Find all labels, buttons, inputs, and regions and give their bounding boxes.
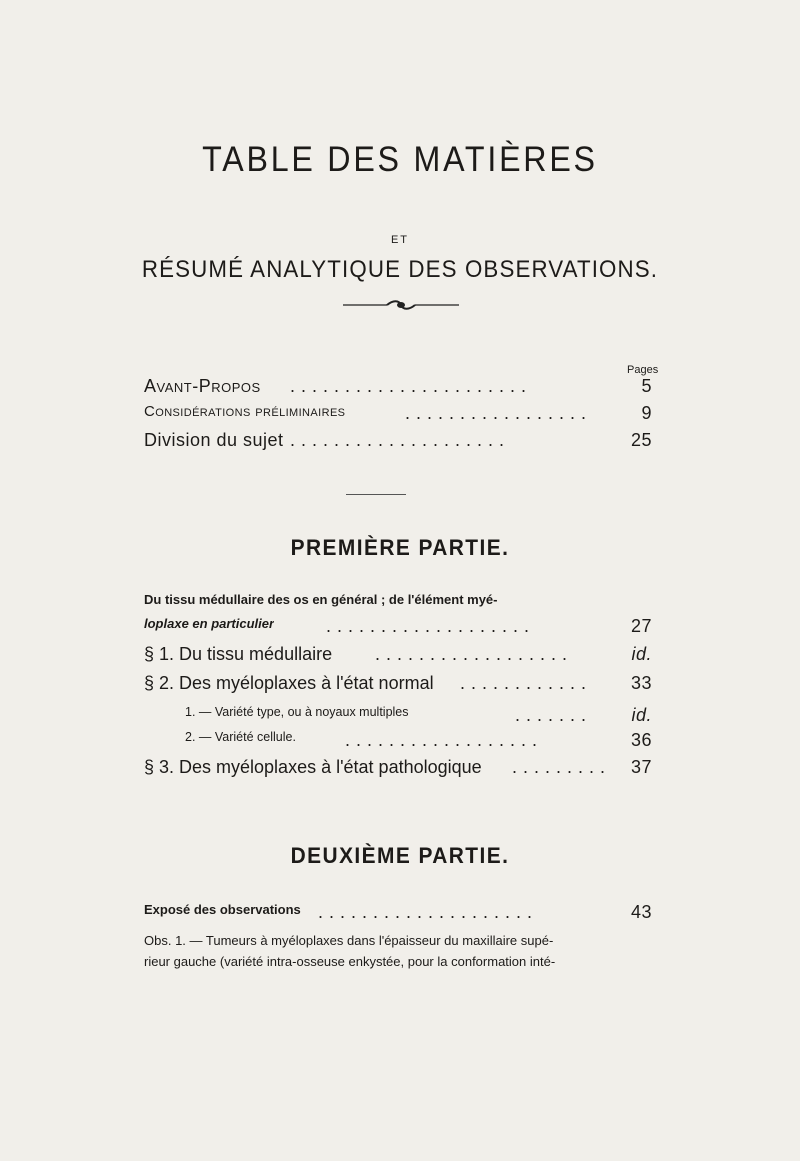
toc-entry-avant-propos bbox=[0, 376, 800, 402]
leader-dots: . . . . . . . . . . . . . . . . . . . . bbox=[318, 902, 533, 922]
toc-entry-division bbox=[0, 430, 800, 456]
document-title: TABLE DES MATIÈRES bbox=[202, 140, 598, 179]
leader-dots: . . . . . . . . . . . . . . . . . . . . bbox=[290, 430, 505, 450]
separator-rule bbox=[346, 494, 406, 495]
toc-entry-page: 36 bbox=[630, 730, 652, 750]
leader-dots: . . . . . . . . . . . . . . . . . . . . . . bbox=[290, 376, 527, 396]
observation-line-2: rieur gauche (variété intra-osseuse enkystée, pour la conformation inté- bbox=[144, 954, 556, 969]
toc-entry-page: id. bbox=[631, 705, 652, 725]
toc-entry-label: § 1. Du tissu médullaire bbox=[144, 644, 333, 664]
part-one-title: PREMIÈRE PARTIE. bbox=[290, 535, 510, 560]
toc-entry-page: 9 bbox=[641, 403, 652, 423]
part-one-heading-line1: Du tissu médullaire des os en général ; de l'élément myé- bbox=[144, 592, 498, 607]
leader-dots: . . . . . . . . . . . . . . . . . . bbox=[345, 730, 538, 750]
leader-dots: . . . . . . . bbox=[515, 705, 587, 725]
toc-entry-variety-1 bbox=[0, 705, 800, 731]
pages-column-header: Pages bbox=[627, 364, 659, 376]
toc-entry-label: 1. — Variété type, ou à noyaux multiples bbox=[185, 705, 409, 719]
toc-entry-part-two-heading bbox=[0, 902, 800, 928]
toc-entry-page: 37 bbox=[630, 757, 652, 777]
leader-dots: . . . . . . . . . bbox=[512, 757, 606, 777]
toc-entry-page: 43 bbox=[630, 902, 652, 922]
document-subtitle: RÉSUMÉ ANALYTIQUE DES OBSERVATIONS. bbox=[141, 256, 659, 283]
toc-entry-page: 25 bbox=[630, 430, 652, 450]
toc-entry-page: 27 bbox=[630, 616, 652, 636]
toc-entry-part-one-heading bbox=[0, 616, 800, 642]
toc-entry-considerations bbox=[0, 403, 800, 429]
toc-entry-page: 5 bbox=[641, 376, 652, 396]
leader-dots: . . . . . . . . . . . . . . . . . . bbox=[375, 644, 568, 664]
toc-entry-page: id. bbox=[631, 644, 652, 664]
toc-entry-variety-2 bbox=[0, 730, 800, 756]
title-conjunction: ET bbox=[390, 234, 410, 246]
toc-entry-label: Considérations préliminaires bbox=[144, 403, 346, 420]
toc-entry-label: Exposé des observations bbox=[144, 902, 301, 917]
toc-entry-label: Avant-Propos bbox=[144, 376, 261, 396]
ornament-divider bbox=[343, 299, 459, 311]
toc-entry-label: 2. — Variété cellule. bbox=[185, 730, 296, 744]
observation-line-1: Obs. 1. — Tumeurs à myéloplaxes dans l'épaisseur du maxillaire supé- bbox=[144, 933, 554, 948]
toc-entry-label: Division du sujet bbox=[144, 430, 284, 450]
leader-dots: . . . . . . . . . . . . bbox=[460, 673, 587, 693]
toc-entry-page: 33 bbox=[630, 673, 652, 693]
part-two-title: DEUXIÈME PARTIE. bbox=[290, 843, 510, 868]
toc-entry-label: § 3. Des myéloplaxes à l'état pathologique bbox=[144, 757, 482, 777]
leader-dots: . . . . . . . . . . . . . . . . . . . bbox=[326, 616, 530, 636]
toc-entry-section-2 bbox=[0, 673, 800, 699]
toc-entry-label: § 2. Des myéloplaxes à l'état normal bbox=[144, 673, 434, 693]
toc-entry-section-1 bbox=[0, 644, 800, 670]
toc-entry-label: loplaxe en particulier bbox=[144, 616, 275, 631]
toc-entry-section-3 bbox=[0, 757, 800, 783]
leader-dots: . . . . . . . . . . . . . . . . . bbox=[405, 403, 587, 423]
